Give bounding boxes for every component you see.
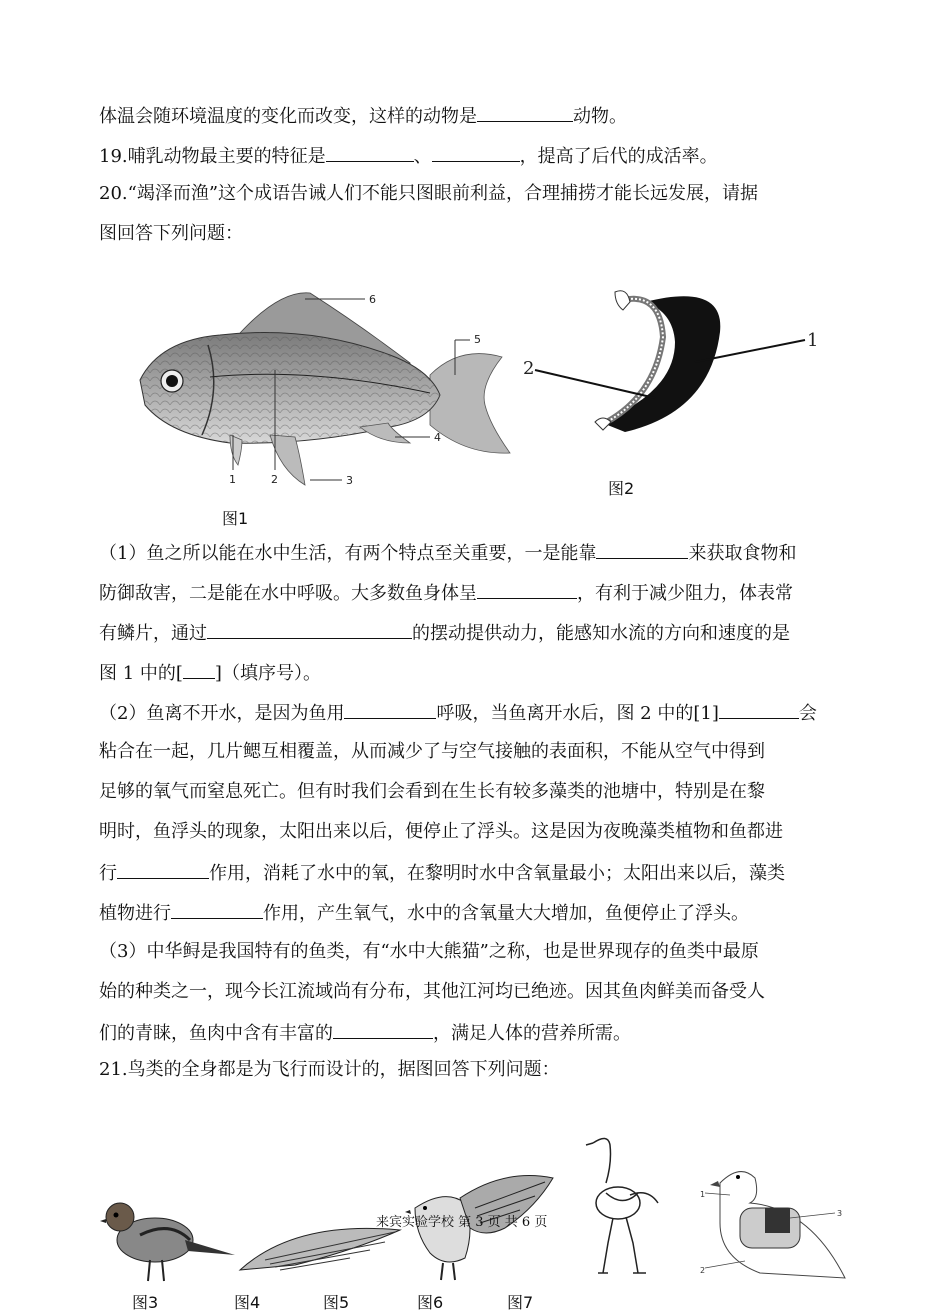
question-text: （3）中华鲟是我国特有的鱼类，有“水中大熊猫”之称，也是世界现存的鱼类中最原 [99, 941, 759, 962]
question-text: 植物进行 [99, 903, 171, 924]
answer-blank[interactable] [117, 860, 209, 879]
answer-blank[interactable] [432, 143, 520, 162]
bird-skeleton-figure [578, 1133, 663, 1283]
answer-blank[interactable] [183, 660, 215, 679]
fish-label-6: 6 [369, 293, 376, 306]
text-line [99, 980, 765, 1004]
bird7-label-1: 1 [700, 1190, 706, 1199]
question-text: 粘合在一起，几片鳃互相覆盖，从而减少了与空气接触的表面积，不能从空气中得到 [99, 741, 765, 762]
page-footer: 来宾实验学校 第 3 页 共 6 页 [376, 1215, 548, 1230]
text-line [99, 620, 790, 646]
text-line [99, 1020, 631, 1046]
text-line [99, 940, 759, 964]
gill-label-1: 1 [807, 330, 819, 351]
question-text: ，提高了后代的成活率。 [519, 146, 718, 167]
answer-blank[interactable] [207, 620, 412, 639]
text-line [99, 540, 796, 566]
fish-label-5: 5 [474, 333, 481, 346]
fig1-caption: 图1 [222, 509, 249, 528]
question-text: ，满足人体的营养所需。 [433, 1023, 631, 1044]
question-text: 图回答下列问题： [99, 223, 243, 244]
text-line [99, 820, 783, 844]
answer-blank[interactable] [333, 1020, 433, 1039]
text-line [99, 103, 627, 129]
question-text: 们的青睐，鱼肉中含有丰富的 [99, 1023, 333, 1044]
answer-blank[interactable] [719, 700, 799, 719]
answer-blank[interactable] [596, 540, 688, 559]
question-20 [99, 182, 758, 206]
question-text: （1）鱼之所以能在水中生活，有两个特点至关重要，一是能靠 [99, 543, 597, 564]
question-text: 明时，鱼浮头的现象，太阳出来以后，便停止了浮头。这是因为夜晚藻类植物和鱼都进 [99, 821, 783, 842]
fig5-caption: 图5 [323, 1293, 350, 1312]
question-text: 会 [798, 703, 817, 724]
question-text: 动物。 [573, 106, 627, 127]
question-text: 足够的氧气而窒息死亡。但有时我们会看到在生长有较多藻类的池塘中，特别是在黎 [99, 781, 765, 802]
question-text: ，有利于减少阻力，体表常 [577, 583, 793, 604]
answer-blank[interactable] [344, 700, 436, 719]
text-line [99, 740, 765, 764]
question-text: 图 1 中的[ [99, 663, 183, 684]
gill-label-2: 2 [523, 358, 535, 379]
fish-figure [130, 285, 520, 500]
text-line [99, 900, 749, 926]
fig2-caption: 图2 [608, 479, 635, 498]
question-text: 、 [413, 146, 432, 167]
sparrow-figure [100, 1185, 240, 1285]
fish-label-3: 3 [346, 474, 353, 487]
text-line [99, 780, 765, 804]
question-text: 21.鸟类的全身都是为飞行而设计的，据图回答下列问题： [99, 1059, 560, 1080]
fig7-caption: 图7 [507, 1293, 534, 1312]
text-line [99, 660, 321, 686]
question-21 [99, 1058, 560, 1082]
answer-blank[interactable] [171, 900, 263, 919]
question-text: 行 [99, 863, 117, 884]
question-text: 来获取食物和 [688, 543, 797, 564]
text-line [99, 860, 785, 886]
bird-anatomy-figure [700, 1163, 850, 1285]
fig3-caption: 图3 [132, 1293, 159, 1312]
fish-label-4: 4 [434, 431, 441, 444]
answer-blank[interactable] [477, 580, 577, 599]
question-text: 19.哺乳动物最主要的特征是 [99, 146, 326, 167]
question-19 [99, 143, 718, 169]
question-text: 作用，消耗了水中的氧，在黎明时水中含氧量最小；太阳出来以后，藻类 [209, 863, 785, 884]
question-text: 始的种类之一，现今长江流域尚有分布，其他江河均已绝迹。因其鱼肉鲜美而备受人 [99, 981, 765, 1002]
bird7-label-3: 3 [837, 1209, 843, 1218]
question-text: 防御敌害，二是能在水中呼吸。大多数鱼身体呈 [99, 583, 477, 604]
question-text: 体温会随环境温度的变化而改变，这样的动物是 [99, 106, 477, 127]
text-line [99, 580, 793, 606]
bird7-label-2: 2 [700, 1266, 706, 1275]
gill-figure [515, 282, 825, 442]
fig4-caption: 图4 [234, 1293, 261, 1312]
question-text: 20.“竭泽而渔”这个成语告诫人们不能只图眼前利益，合理捕捞才能长远发展，请据 [99, 183, 759, 204]
question-text: 有鳞片，通过 [99, 623, 207, 644]
fig6-caption: 图6 [417, 1293, 444, 1312]
question-text: （2）鱼离不开水，是因为鱼用 [99, 703, 345, 724]
text-line [99, 700, 817, 726]
question-text: 的摆动提供动力，能感知水流的方向和速度的是 [412, 623, 790, 644]
answer-blank[interactable] [477, 103, 573, 122]
fish-label-2: 2 [271, 473, 278, 486]
fish-label-1: 1 [229, 473, 236, 486]
question-text: 呼吸，当鱼离开水后，图 2 中的[1] [436, 703, 719, 724]
question-text: 作用，产生氧气，水中的含氧量大大增加，鱼便停止了浮头。 [263, 903, 749, 924]
answer-blank[interactable] [326, 143, 414, 162]
question-text: ]（填序号）。 [214, 663, 321, 684]
text-line [99, 222, 243, 246]
